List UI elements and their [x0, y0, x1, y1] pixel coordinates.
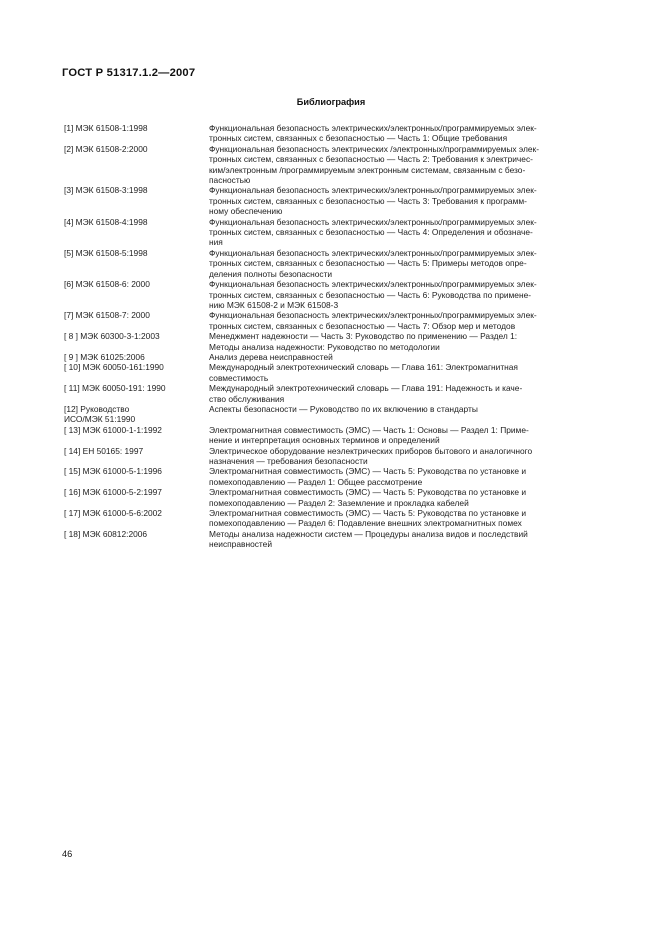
entry-reference: [5] МЭК 61508-5:1998 — [64, 247, 148, 258]
bibliography-entry — [64, 123, 604, 144]
bibliography-entry — [64, 279, 604, 310]
bibliography-entry — [64, 217, 604, 248]
entry-description-line: Функциональная безопасность электрических/электронных/программируемых элек- — [209, 123, 537, 133]
bibliography-entry — [64, 404, 604, 425]
entry-reference: [ 9 ] МЭК 61025:2006 — [64, 351, 145, 362]
bibliography-entry — [64, 331, 604, 352]
entry-description-line: Методы анализа надежности: Руководство по методологии — [209, 341, 440, 352]
entry-description — [209, 310, 604, 331]
entry-reference: [3] МЭК 61508-3:1998 — [64, 185, 148, 196]
entry-description — [209, 487, 604, 508]
entry-description-line: Функциональная безопасность электрических/электронных/программируемых элек- — [209, 247, 537, 258]
entry-description-line: Функциональная безопасность электрических/электронных/программируемых элек- — [209, 310, 537, 321]
entry-reference: [ 8 ] МЭК 60300-3-1:2003 — [64, 331, 160, 342]
entry-description-line: совместимость — [209, 372, 269, 383]
entry-description — [209, 279, 604, 310]
entry-description — [209, 466, 604, 487]
entry-description — [209, 144, 604, 186]
entry-description-line: Международный электротехнический словарь — Глава 191: Надежность и каче- — [209, 383, 523, 394]
entry-description — [209, 529, 604, 550]
entry-description-line: Менеджмент надежности — Часть 3: Руководство по применению — Раздел 1: — [209, 331, 518, 342]
entry-reference: [ 15] МЭК 61000-5-1:1996 — [64, 466, 162, 477]
entry-reference: [ 17] МЭК 61000-5-6:2002 — [64, 508, 162, 519]
entry-description-line: нение и интерпретация основных терминов и определений — [209, 435, 440, 446]
entry-description-line: Электромагнитная совместимость (ЭМС) — Часть 1: Основы — Раздел 1: Приме- — [209, 424, 529, 435]
entry-description — [209, 331, 604, 352]
bibliography-title: Библиография — [296, 97, 366, 107]
entry-reference: [2] МЭК 61508-2:2000 — [64, 143, 148, 154]
entry-reference: [7] МЭК 61508-7: 2000 — [64, 310, 150, 321]
bibliography-entry — [64, 310, 604, 331]
entry-reference: [1] МЭК 61508-1:1998 — [64, 123, 148, 133]
bibliography-entry — [64, 508, 604, 529]
entry-description-line: ния — [209, 237, 223, 248]
entry-description-line: Электромагнитная совместимость (ЭМС) — Часть 5: Руководства по установке и — [209, 487, 527, 498]
entry-reference: [ 16] МЭК 61000-5-2:1997 — [64, 487, 162, 498]
entry-description-line: тронных систем, связанных с безопасностью — Часть 2: Требования к электричес- — [209, 154, 533, 165]
entry-description — [209, 425, 604, 446]
entry-description-line: Электромагнитная совместимость (ЭМС) — Часть 5: Руководства по установке и — [209, 466, 527, 477]
entry-description-line: помехоподавлению — Раздел 1: Общее рассмотрение — [209, 476, 423, 487]
entry-description-line: Функциональная безопасность электрических/электронных/программируемых элек- — [209, 279, 537, 290]
entry-description-line: Методы анализа надежности систем — Процедуры анализа видов и последствий — [209, 528, 528, 539]
bibliography-entry — [64, 466, 604, 487]
entry-reference: [6] МЭК 61508-6: 2000 — [64, 279, 150, 290]
entry-reference: [ 14] ЕН 50165: 1997 — [64, 445, 144, 456]
entry-reference: [ 13] МЭК 61000-1-1:1992 — [64, 424, 162, 435]
entry-description-line: помехоподавлению — Раздел 2: Заземление и прокладка кабелей — [209, 497, 469, 508]
page-number: 46 — [62, 849, 73, 859]
entry-description-line: тронных систем, связанных с безопасностью — Часть 6: Руководства по примене- — [209, 289, 532, 300]
entry-description-line: ким/электронным /программируемым электронным системам, связанным с безо- — [209, 164, 526, 175]
bibliography-entry — [64, 248, 604, 279]
entry-description-line: ному обеспечению — [209, 206, 283, 217]
entry-description-line: ство обслуживания — [209, 393, 285, 404]
entry-description — [209, 362, 604, 383]
entry-description-line: тронных систем, связанных с безопасностью — Часть 5: Примеры методов опре- — [209, 258, 527, 269]
entry-description — [209, 383, 604, 404]
entry-description-line: тронных систем, связанных с безопасностью — Часть 3: Требования к программ- — [209, 195, 527, 206]
bibliography-entry — [64, 362, 604, 383]
entry-description — [209, 508, 604, 529]
entry-description — [209, 446, 604, 467]
entry-description-line: Международный электротехнический словарь — Глава 161: Электромагнитная — [209, 362, 518, 373]
bibliography-entry — [64, 487, 604, 508]
entry-description-line: тронных систем, связанных с безопасностью — Часть 4: Определения и обозначе- — [209, 227, 533, 238]
entry-description-line: нию МЭК 61508-2 и МЭК 61508-3 — [209, 299, 339, 310]
entry-description — [209, 248, 604, 279]
entry-description-line: Функциональная безопасность электрических/электронных/программируемых элек- — [209, 185, 537, 196]
entry-reference: [4] МЭК 61508-4:1998 — [64, 216, 148, 227]
entry-description-line: помехоподавлению — Раздел 6: Подавление внешних электромагнитных помех — [209, 518, 522, 529]
bibliography-entry — [64, 383, 604, 404]
entry-description-line: тронных систем, связанных с безопасностью — Часть 1: Общие требования — [209, 133, 508, 144]
bibliography-entry — [64, 446, 604, 467]
entry-reference: [ 18] МЭК 60812:2006 — [64, 528, 148, 539]
bibliography-entry — [64, 352, 604, 362]
entry-description-line: пасностью — [209, 175, 251, 186]
entry-reference: [ 10] МЭК 60050-161:1990 — [64, 362, 164, 373]
entry-description-line: тронных систем, связанных с безопасностью — Часть 7: Обзор мер и методов — [209, 320, 516, 331]
entry-description — [209, 217, 604, 248]
entry-description — [209, 123, 604, 144]
bibliography-entry — [64, 425, 604, 446]
entry-description-line: Функциональная безопасность электрических /электронных/программируемых элек- — [209, 143, 540, 154]
entry-reference: [12] Руководство ИСО/МЭК 51:1990 — [64, 403, 136, 425]
entry-description-line: деления полноты безопасности — [209, 268, 333, 279]
entry-description-line: Аспекты безопасности — Руководство по их включению в стандарты — [209, 403, 478, 414]
bibliography-list — [64, 123, 604, 550]
entry-description-line: Электромагнитная совместимость (ЭМС) — Часть 5: Руководства по установке и — [209, 508, 527, 519]
bibliography-entry — [64, 144, 604, 186]
entry-description-line: неисправностей — [209, 539, 272, 550]
entry-description-line: назначения — требования безопасности — [209, 456, 368, 466]
entry-description — [209, 185, 604, 216]
bibliography-entry — [64, 529, 604, 550]
entry-reference: [ 11] МЭК 60050-191: 1990 — [64, 383, 166, 394]
entry-description — [209, 352, 604, 362]
entry-description — [209, 404, 604, 425]
entry-description-line: Электрическое оборудование неэлектрических приборов бытового и аналогичного — [209, 445, 533, 456]
entry-description-line: Анализ дерева неисправностей — [209, 351, 333, 362]
standard-header: ГОСТ Р 51317.1.2—2007 — [62, 67, 196, 79]
entry-description-line: Функциональная безопасность электрических/электронных/программируемых элек- — [209, 216, 537, 227]
bibliography-entry — [64, 185, 604, 216]
